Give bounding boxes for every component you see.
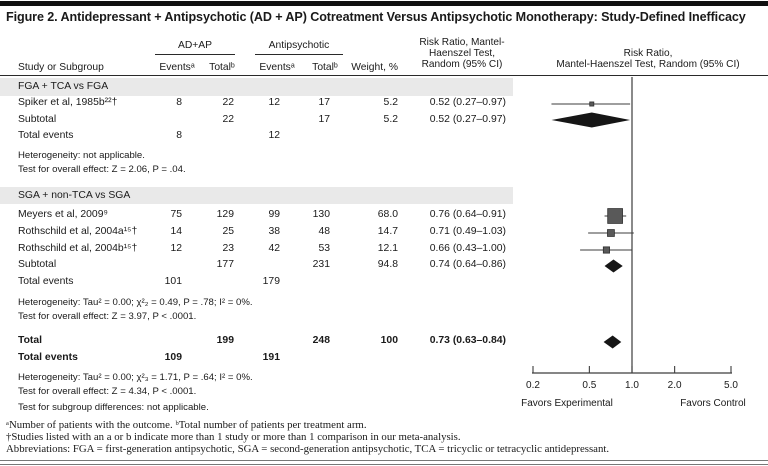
antipsychotic-total-cell: 17	[318, 97, 330, 108]
heterogeneity-note-1: Heterogeneity: not applicable.	[18, 150, 145, 161]
bottom-border-bar	[0, 460, 768, 465]
antipsychotic-events-cell: 12	[268, 130, 280, 141]
adap-events-cell: 75	[170, 209, 182, 220]
weight-cell: 14.7	[377, 226, 398, 237]
overall-effect-note-overall: Test for overall effect: Z = 4.34, P < .0001.	[18, 386, 197, 397]
adap-underline	[155, 54, 235, 55]
antipsychotic-total-header: Totalᵇ	[312, 62, 338, 73]
weight-cell: 68.0	[377, 209, 398, 220]
risk-ratio-text-header-line1: Risk Ratio, Mantel-	[419, 37, 505, 48]
weight-cell: 12.1	[377, 243, 398, 254]
table-row-grand-total	[0, 335, 768, 349]
weight-cell: 5.2	[383, 97, 398, 108]
axis-tick-label: 5.0	[724, 380, 738, 391]
axis-tick-label: 0.2	[526, 380, 540, 391]
adap-events-header: Eventsᵃ	[159, 62, 195, 73]
antipsychotic-events-cell: 191	[262, 352, 280, 363]
favors-control-label: Favors Control	[680, 398, 746, 409]
axis-tick-label: 1.0	[625, 380, 639, 391]
risk-ratio-text-header-line2: Haenszel Test,	[428, 48, 496, 59]
adap-events-cell: 109	[164, 352, 182, 363]
table-row-grand-total-events	[0, 352, 768, 366]
adap-total-cell: 199	[216, 335, 234, 346]
weight-column-header: Weight, %	[351, 62, 398, 73]
axis-tick-label: 2.0	[667, 380, 682, 391]
overall-effect-note-1: Test for overall effect: Z = 2.06, P = .04.	[18, 164, 186, 175]
study-cell: Rothschild et al, 2004b¹⁵†	[18, 243, 138, 254]
antipsychotic-total-cell: 53	[318, 243, 330, 254]
header-rule	[0, 75, 768, 76]
antipsychotic-total-cell: 248	[312, 335, 330, 346]
adap-total-cell: 23	[222, 243, 234, 254]
antipsychotic-total-cell: 231	[312, 259, 330, 270]
footnote-ab: ᵃNumber of patients with the outcome. ᵇTotal number of patients per treatment arm.	[6, 419, 367, 431]
adap-events-cell: 101	[164, 276, 182, 287]
table-row-total-events-1	[0, 130, 768, 144]
top-border-bar	[0, 1, 768, 6]
subgroup-band-sga	[0, 187, 513, 204]
table-row-rothschild-b	[0, 243, 768, 257]
study-cell: Spiker et al, 1985b²²†	[18, 97, 118, 108]
group-header-antipsychotic: Antipsychotic	[268, 40, 330, 51]
antipsychotic-events-cell: 179	[262, 276, 280, 287]
study-cell: Subtotal	[18, 114, 57, 125]
antipsychotic-total-cell: 48	[318, 226, 330, 237]
subgroup-label: SGA + non-TCA vs SGA	[18, 190, 131, 201]
group-header-adap: AD+AP	[177, 40, 213, 51]
footnote-dagger: †Studies listed with an a or b indicate more than 1 study or more than 1 comparison in our meta-analysis.	[6, 431, 461, 443]
antipsychotic-events-header: Eventsᵃ	[259, 62, 295, 73]
study-cell: Rothschild et al, 2004a¹⁵†	[18, 226, 138, 237]
antipsychotic-total-cell: 130	[312, 209, 330, 220]
study-cell: Total events	[18, 130, 74, 141]
study-column-header: Study or Subgroup	[18, 62, 104, 73]
table-row-rothschild-a	[0, 226, 768, 240]
adap-events-cell: 14	[170, 226, 182, 237]
study-cell: Total	[18, 335, 43, 346]
study-cell: Subtotal	[18, 259, 57, 270]
antipsychotic-events-cell: 42	[268, 243, 280, 254]
risk-ratio-cell: 0.76 (0.64–0.91)	[429, 209, 506, 220]
table-row-spiker	[0, 97, 768, 111]
table-row-total-events-2	[0, 276, 768, 290]
table-row-meyers	[0, 209, 768, 223]
heterogeneity-note-overall: Heterogeneity: Tau² = 0.00; χ²₃ = 1.71, P = .64; I² = 0%.	[18, 372, 253, 383]
antipsychotic-events-cell: 99	[268, 209, 280, 220]
adap-total-header: Totalᵇ	[209, 62, 235, 73]
footnote-abbreviations: Abbreviations: FGA = first-generation antipsychotic, SGA = second-generation antipsychotic, TCA = tricyclic or tetracyclic antidepressant.	[6, 443, 610, 455]
weight-cell: 94.8	[377, 259, 398, 270]
study-cell: Meyers et al, 2009⁹	[18, 209, 108, 220]
adap-events-cell: 8	[176, 130, 182, 141]
risk-ratio-cell: 0.52 (0.27–0.97)	[429, 114, 506, 125]
antipsychotic-underline	[255, 54, 343, 55]
subgroup-differences-note: Test for subgroup differences: not applicable.	[18, 402, 209, 413]
study-cell: Total events	[18, 352, 78, 363]
overall-effect-note-2: Test for overall effect: Z = 3.97, P < .0001.	[18, 311, 197, 322]
study-cell: Total events	[18, 276, 74, 287]
adap-total-cell: 22	[222, 97, 234, 108]
subgroup-label: FGA + TCA vs FGA	[18, 81, 109, 92]
antipsychotic-events-cell: 38	[268, 226, 280, 237]
favors-experimental-label: Favors Experimental	[521, 398, 613, 409]
risk-ratio-cell: 0.71 (0.49–1.03)	[429, 226, 506, 237]
adap-total-cell: 177	[216, 259, 234, 270]
risk-ratio-cell: 0.52 (0.27–0.97)	[429, 97, 506, 108]
antipsychotic-total-cell: 17	[318, 114, 330, 125]
weight-cell: 100	[380, 335, 398, 346]
risk-ratio-text-header-line3: Random (95% CI)	[421, 59, 503, 70]
adap-events-cell: 8	[176, 97, 182, 108]
risk-ratio-cell: 0.73 (0.63–0.84)	[429, 335, 506, 346]
weight-cell: 5.2	[383, 114, 398, 125]
antipsychotic-events-cell: 12	[268, 97, 280, 108]
subgroup-band-fga	[0, 78, 513, 96]
adap-events-cell: 12	[170, 243, 182, 254]
adap-total-cell: 129	[216, 209, 234, 220]
risk-ratio-plot-header-line2: Mantel-Haenszel Test, Random (95% CI)	[556, 59, 740, 70]
risk-ratio-plot-header-line1: Risk Ratio,	[623, 48, 673, 59]
figure-title: Figure 2. Antidepressant + Antipsychotic (AD + AP) Cotreatment Versus Antipsychotic Monotherapy: Study-Defined Inefficacy	[6, 10, 746, 24]
adap-total-cell: 22	[222, 114, 234, 125]
axis-tick-label: 0.5	[582, 380, 597, 391]
risk-ratio-cell: 0.66 (0.43–1.00)	[429, 243, 506, 254]
risk-ratio-cell: 0.74 (0.64–0.86)	[429, 259, 506, 270]
table-row-subtotal-1	[0, 114, 768, 128]
table-row-subtotal-2	[0, 259, 768, 273]
heterogeneity-note-2: Heterogeneity: Tau² = 0.00; χ²₂ = 0.49, P = .78; I² = 0%.	[18, 297, 253, 308]
adap-total-cell: 25	[222, 226, 234, 237]
